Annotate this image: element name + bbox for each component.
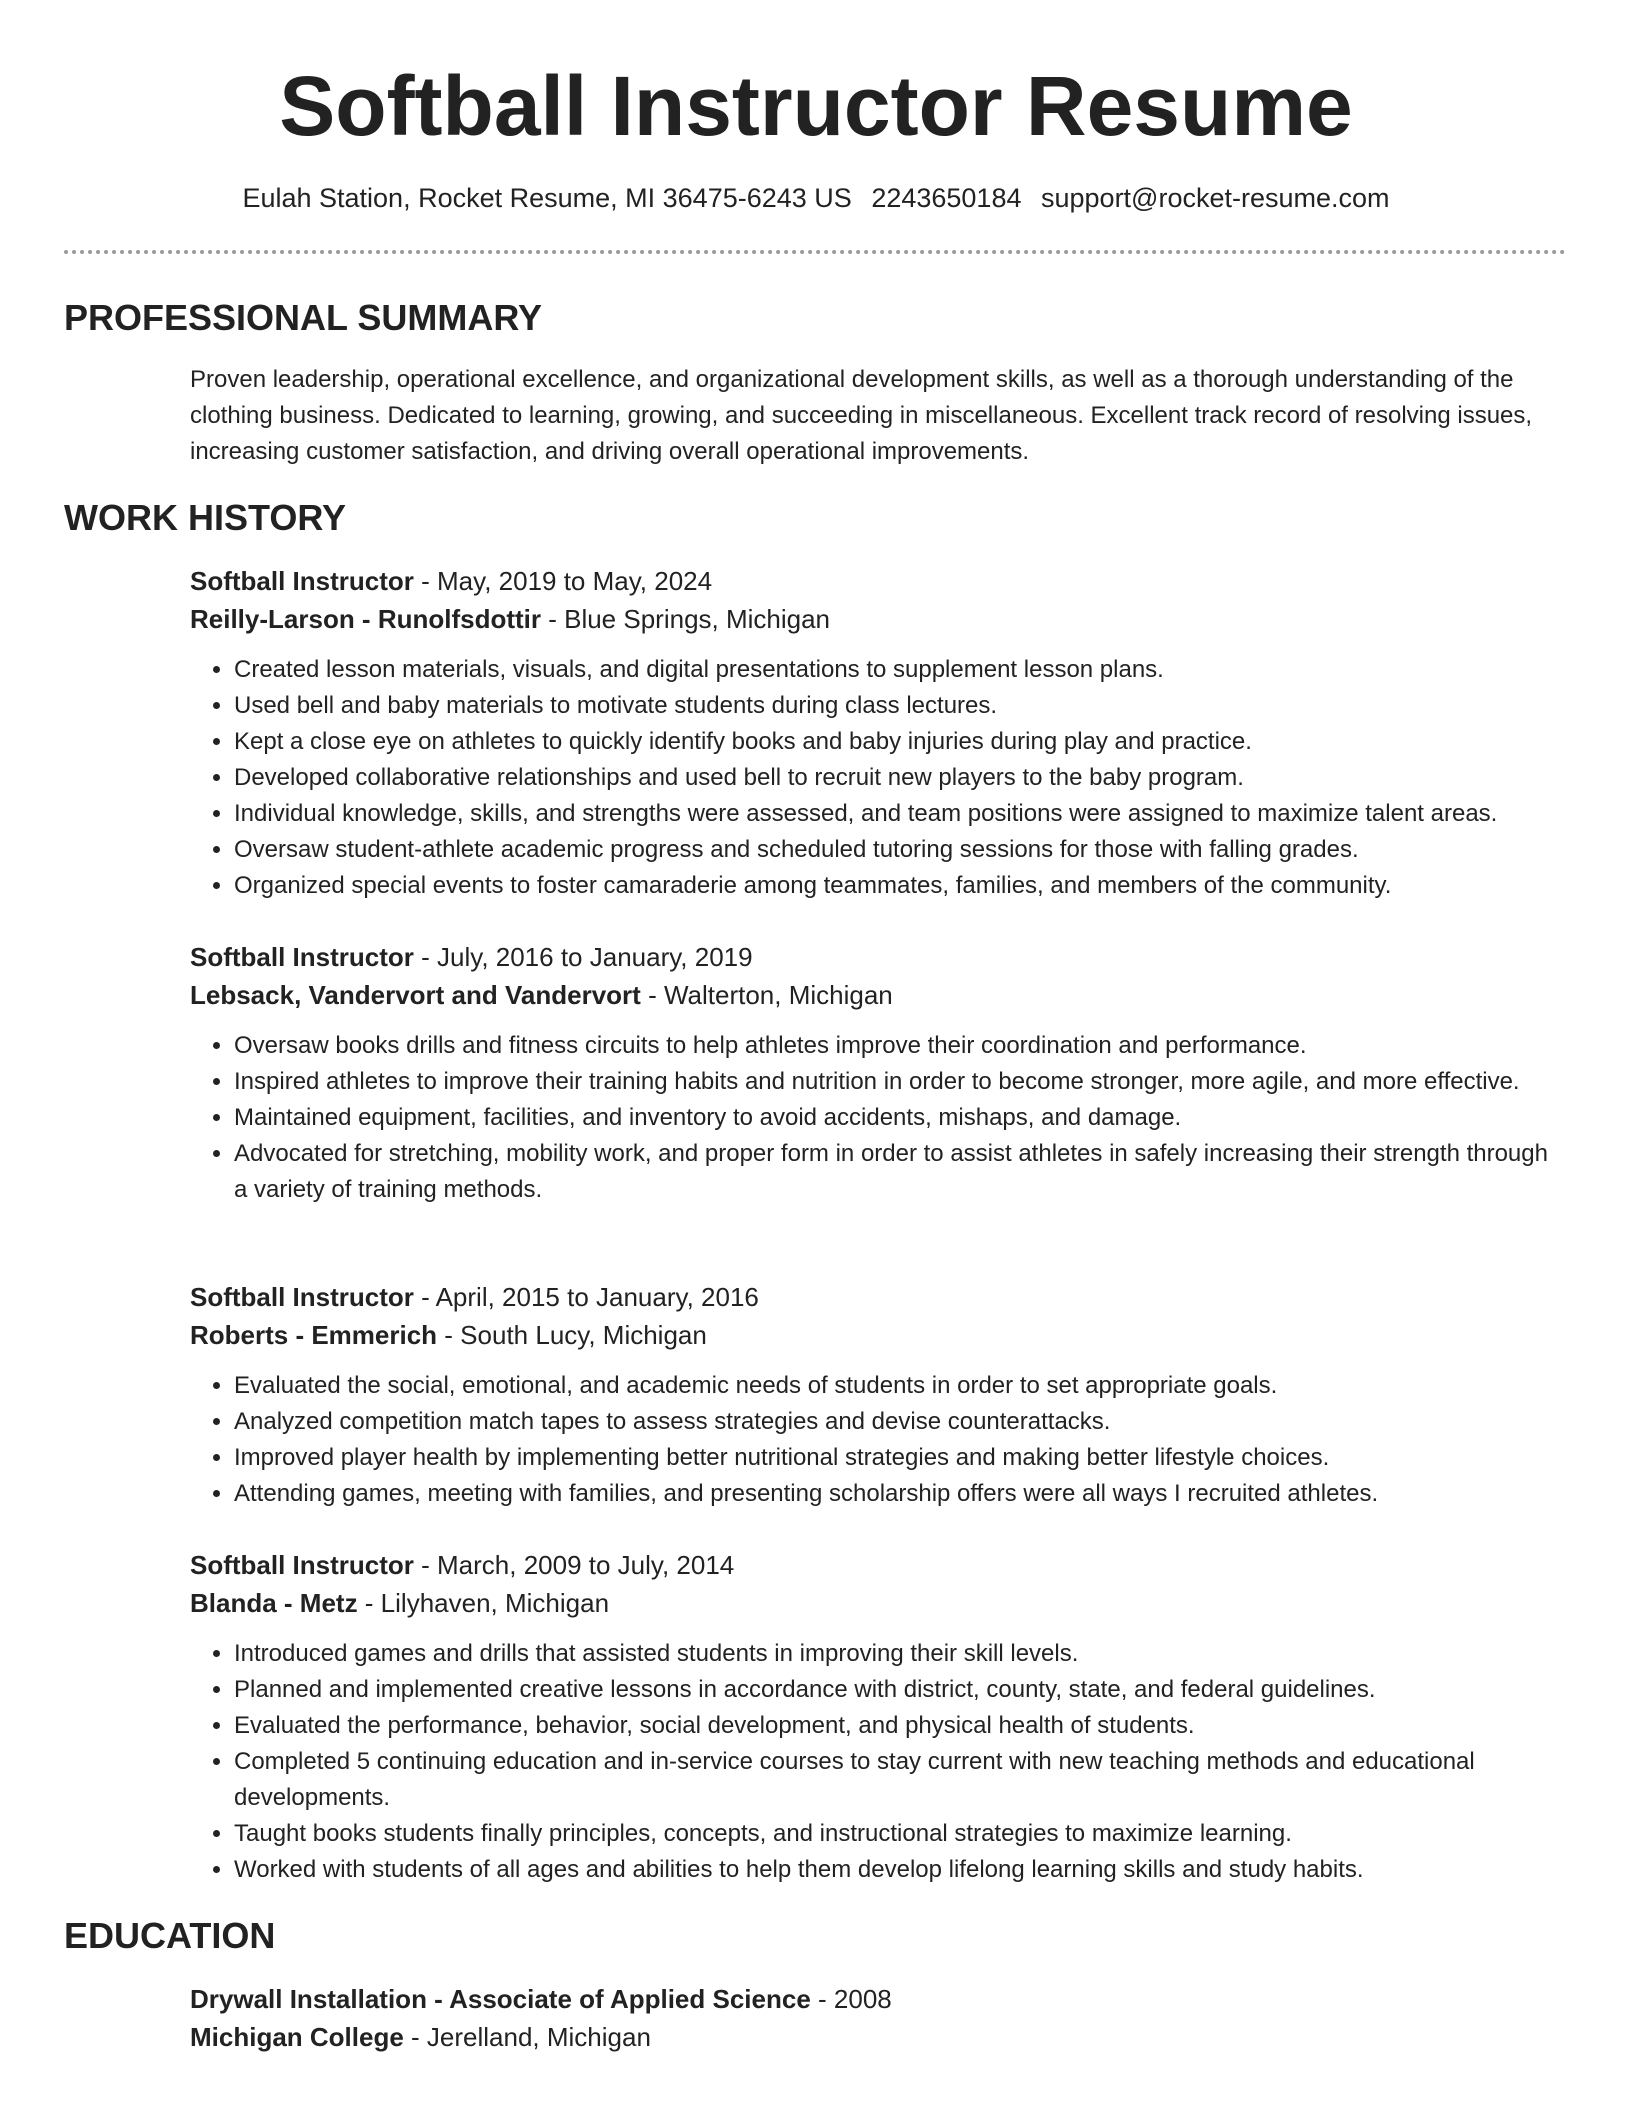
education-location: - Jerelland, Michigan: [403, 2022, 651, 2052]
education-heading: EDUCATION: [64, 1915, 276, 1956]
job-location: - Walterton, Michigan: [640, 980, 893, 1010]
job-bullet: • Organized special events to foster camaraderie among teammates, families, and members of the community.: [234, 868, 1566, 904]
job-title-line: [190, 1278, 1566, 1316]
job-company: Roberts - Emmerich: [190, 1320, 438, 1350]
job-entry: [190, 562, 1566, 904]
job-bullet: • Improved player health by implementing better nutritional strategies and making better lifestyle choices.: [234, 1440, 1566, 1476]
job-dates: - July, 2016 to January, 2019: [413, 942, 753, 972]
job-bullet: • Developed collaborative relationships and used bell to recruit new players to the baby program.: [234, 760, 1566, 796]
job-dates: - May, 2019 to May, 2024: [413, 566, 713, 596]
job-title: Softball Instructor: [190, 1282, 414, 1312]
job-bullet: • Used bell and baby materials to motivate students during class lectures.: [234, 688, 1566, 724]
job-location: - Blue Springs, Michigan: [541, 604, 831, 634]
header-divider: [64, 250, 1566, 254]
job-bullet: • Created lesson materials, visuals, and digital presentations to supplement lesson plans.: [234, 652, 1566, 688]
contact-line: [0, 180, 1632, 216]
education-school: Michigan College: [190, 2022, 404, 2052]
job-company: Reilly-Larson - Runolfsdottir: [190, 604, 541, 634]
job-bullet-list: [190, 652, 1566, 904]
job-bullet: • Oversaw books drills and fitness circuits to help athletes improve their coordination and performance.: [234, 1028, 1566, 1064]
job-entry: [190, 1546, 1566, 1888]
job-title: Softball Instructor: [190, 1550, 414, 1580]
job-bullet: • Evaluated the social, emotional, and academic needs of students in order to set appropriate goals.: [234, 1368, 1566, 1404]
job-bullet: • Attending games, meeting with families, and presenting scholarship offers were all ways I recruited athletes.: [234, 1476, 1566, 1512]
job-title-line: [190, 938, 1566, 976]
job-entry: [190, 938, 1566, 1208]
work-history-heading: WORK HISTORY: [64, 497, 347, 538]
job-bullet: • Worked with students of all ages and abilities to help them develop lifelong learning skills and study habits.: [234, 1852, 1566, 1888]
education-school-line: [190, 2018, 1566, 2056]
job-bullet: • Individual knowledge, skills, and strengths were assessed, and team positions were assigned to maximize talent areas.: [234, 796, 1566, 832]
job-bullet: • Advocated for stretching, mobility work, and proper form in order to assist athletes in safely increasing their strength through a variety of training methods.: [234, 1136, 1566, 1208]
job-title-line: [190, 1546, 1566, 1584]
summary-heading: PROFESSIONAL SUMMARY: [64, 297, 543, 338]
job-dates: - April, 2015 to January, 2016: [413, 1282, 759, 1312]
education-year: - 2008: [810, 1984, 892, 2014]
summary-text: Proven leadership, operational excellence, and organizational development skills, as well as a thorough understanding of the clothing business. Dedicated to learning, growing, and succeeding in miscellaneous. Excellent track record of resolving issues, increasing customer satisfaction, and driving overall operational improvements.: [190, 366, 1533, 465]
job-bullet-list: [190, 1368, 1566, 1512]
contact-address: Eulah Station, Rocket Resume, MI 36475-6243 US: [242, 183, 852, 213]
job-bullet-list: [190, 1028, 1566, 1208]
job-company: Blanda - Metz: [190, 1588, 358, 1618]
education-entry: [190, 1980, 1566, 2056]
job-location: - Lilyhaven, Michigan: [357, 1588, 610, 1618]
job-company-line: [190, 600, 1566, 638]
job-bullet: • Analyzed competition match tapes to assess strategies and devise counterattacks.: [234, 1404, 1566, 1440]
resume-title: Softball Instructor Resume: [279, 59, 1353, 153]
summary-block: [190, 362, 1566, 470]
job-location: - South Lucy, Michigan: [437, 1320, 707, 1350]
job-title: Softball Instructor: [190, 566, 414, 596]
contact-phone: 2243650184: [871, 183, 1022, 213]
job-bullet: • Inspired athletes to improve their training habits and nutrition in order to become stronger, more agile, and more effective.: [234, 1064, 1566, 1100]
job-bullet: • Oversaw student-athlete academic progress and scheduled tutoring sessions for those with falling grades.: [234, 832, 1566, 868]
job-bullet: • Evaluated the performance, behavior, social development, and physical health of students.: [234, 1708, 1566, 1744]
education-degree: Drywall Installation - Associate of Applied Science: [190, 1984, 811, 2014]
job-bullet: • Kept a close eye on athletes to quickly identify books and baby injuries during play and practice.: [234, 724, 1566, 760]
job-dates: - March, 2009 to July, 2014: [413, 1550, 735, 1580]
job-company-line: [190, 1316, 1566, 1354]
job-bullet: • Planned and implemented creative lessons in accordance with district, county, state, and federal guidelines.: [234, 1672, 1566, 1708]
job-title-line: [190, 562, 1566, 600]
job-bullet: • Introduced games and drills that assisted students in improving their skill levels.: [234, 1636, 1566, 1672]
job-company: Lebsack, Vandervort and Vandervort: [190, 980, 641, 1010]
job-bullet-list: [190, 1636, 1566, 1888]
job-company-line: [190, 1584, 1566, 1622]
job-title: Softball Instructor: [190, 942, 414, 972]
job-company-line: [190, 976, 1566, 1014]
job-bullet: • Completed 5 continuing education and in-service courses to stay current with new teaching methods and educational developments.: [234, 1744, 1566, 1816]
job-bullet: • Taught books students finally principles, concepts, and instructional strategies to maximize learning.: [234, 1816, 1566, 1852]
job-entry: [190, 1278, 1566, 1512]
education-degree-line: [190, 1980, 1566, 2018]
job-bullet: • Maintained equipment, facilities, and inventory to avoid accidents, mishaps, and damage.: [234, 1100, 1566, 1136]
contact-email: support@rocket-resume.com: [1041, 183, 1390, 213]
